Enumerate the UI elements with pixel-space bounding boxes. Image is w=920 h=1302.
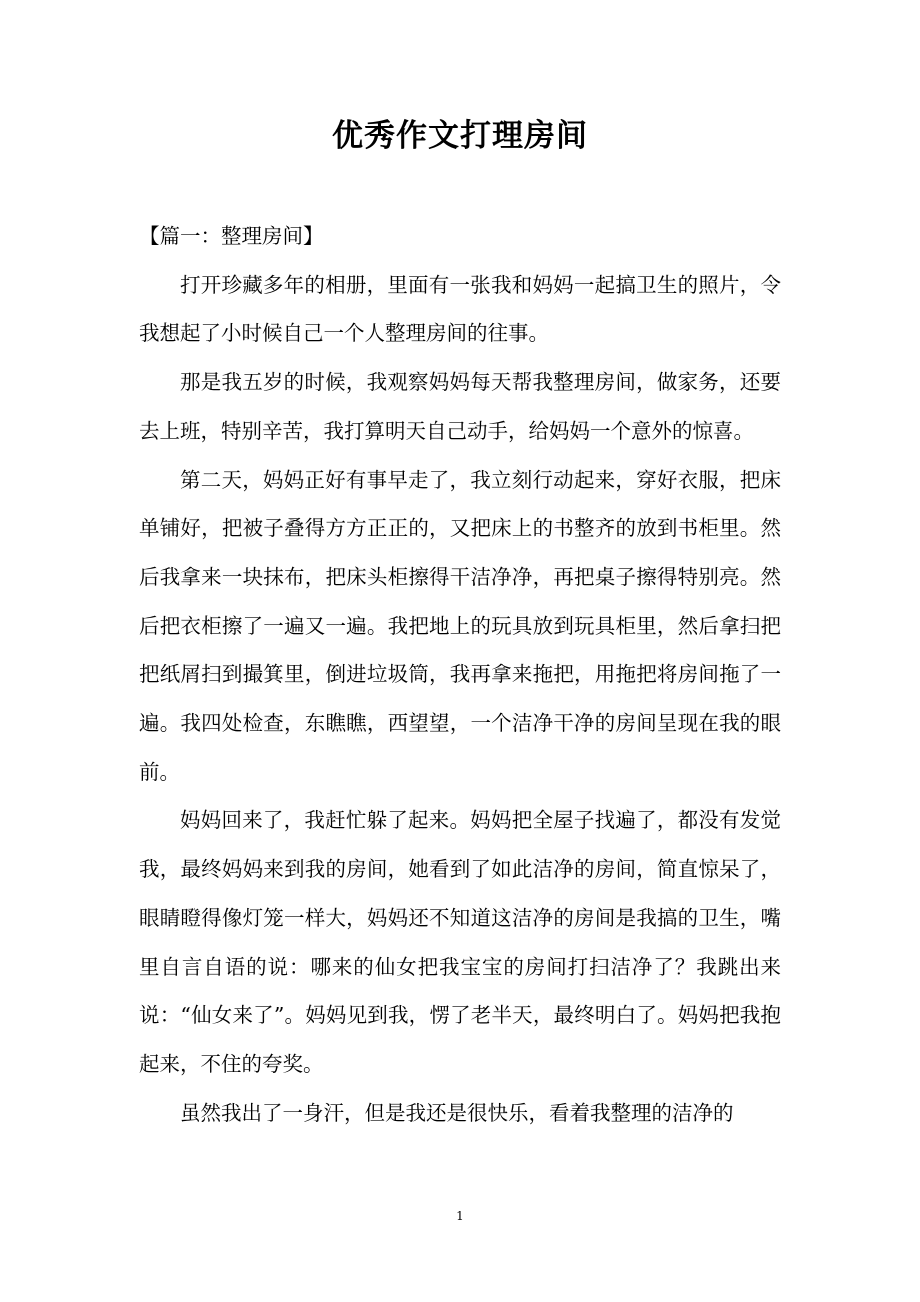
page-number: 1 bbox=[456, 1209, 464, 1223]
paragraph-3: 第二天，妈妈正好有事早走了，我立刻行动起来，穿好衣服，把床单铺好，把被子叠得方方正正的，又把床上的书整齐的放到书柜里。然后我拿来一块抹布，把床头柜擦得干洁净净，再把桌子擦得特别亮。然后把衣柜擦了一遍又一遍。我把地上的玩具放到玩具柜里，然后拿扫把把纸屑扫到撮箕里，倒进垃圾筒，我再拿来拖把，用拖把将房间拖了一遍。我四处检查，东瞧瞧，西望望，一个洁净干净的房间呈现在我的眼前。 bbox=[139, 467, 781, 784]
document-title: 优秀作文打理房间 bbox=[332, 118, 588, 154]
paragraph-2: 那是我五岁的时候，我观察妈妈每天帮我整理房间，做家务，还要去上班，特别辛苦，我打算明天自己动手，给妈妈一个意外的惊喜。 bbox=[139, 370, 781, 443]
section-label: 【篇一：整理房间】 bbox=[139, 224, 324, 248]
paragraph-4: 妈妈回来了，我赶忙躲了起来。妈妈把全屋子找遍了，都没有发觉我，最终妈妈来到我的房间，她看到了如此洁净的房间，简直惊呆了，眼睛瞪得像灯笼一样大，妈妈还不知道这洁净的房间是我搞的卫生，嘴里自言自语的说：哪来的仙女把我宝宝的房间打扫洁净了？我跳出来说：“仙女来了”。妈妈见到我，愣了老半天，最终明白了。妈妈把我抱起来，不住的夸奖。 bbox=[139, 808, 781, 1076]
paragraph-1: 打开珍藏多年的相册，里面有一张我和妈妈一起搞卫生的照片，令我想起了小时候自己一个人整理房间的往事。 bbox=[139, 272, 781, 346]
paragraph-5: 虽然我出了一身汗，但是我还是很快乐，看着我整理的洁净的 bbox=[180, 1100, 734, 1125]
document-body bbox=[139, 212, 781, 1137]
